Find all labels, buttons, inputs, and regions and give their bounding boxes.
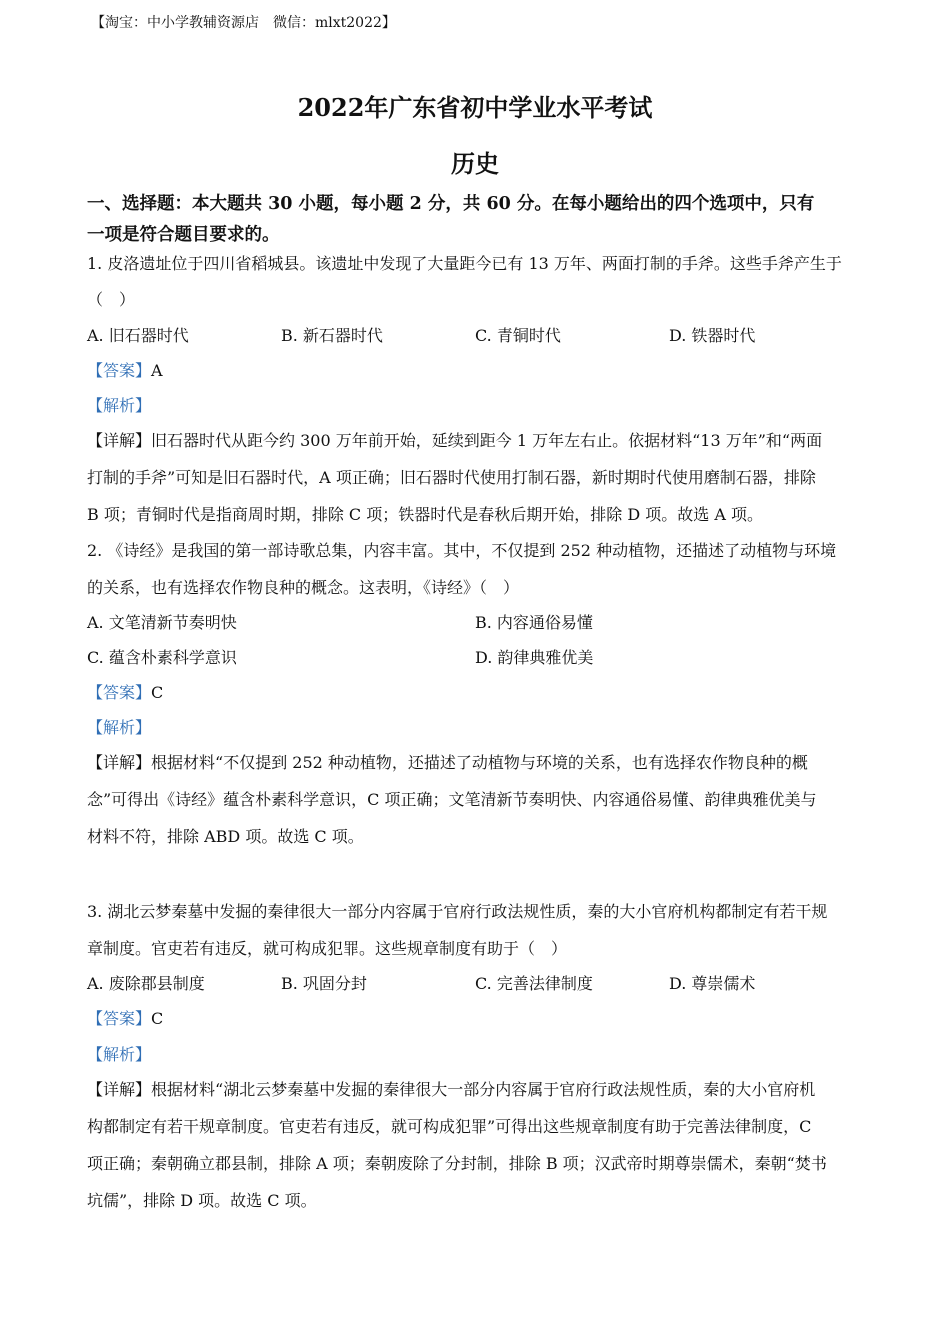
q2-option-a: A. 文笔清新节奏明快 — [87, 613, 237, 632]
answer-label: 【答案】 — [87, 361, 152, 380]
q3-analysis-label: 【解析】 — [87, 1045, 152, 1064]
detail-label: 【详解】 — [87, 431, 152, 450]
q3-answer-value: C — [151, 1009, 164, 1028]
q2-option-b: B. 内容通俗易懂 — [475, 613, 593, 632]
q3-stem-line1: 3. 湖北云梦秦墓中发掘的秦律很大一部分内容属于官府行政法规性质，秦的大小官府机构都制定有若干规 — [87, 902, 828, 921]
q1-option-a: A. 旧石器时代 — [87, 326, 189, 345]
q2-analysis-label: 【解析】 — [87, 718, 152, 737]
q3-detail-line1: 【详解】根据材料“湖北云梦秦墓中发掘的秦律很大一部分内容属于官府行政法规性质，秦的大小官府机 — [87, 1080, 816, 1099]
q2-answer-value: C — [151, 683, 164, 702]
q1-analysis-label: 【解析】 — [87, 396, 152, 415]
q2-option-d: D. 韵律典雅优美 — [475, 648, 594, 667]
watermark-header: 【淘宝：中小学教辅资源店 微信：mlxt2022】 — [91, 15, 396, 31]
q2-option-c: C. 蕴含朴素科学意识 — [87, 648, 237, 667]
section-heading-line1: 一、选择题：本大题共 30 小题，每小题 2 分，共 60 分。在每小题给出的四个选项中，只有 — [87, 194, 815, 214]
q1-option-d: D. 铁器时代 — [669, 326, 756, 345]
q3-stem-line2: 章制度。官吏若有违反，就可构成犯罪。这些规章制度有助于（ ） — [87, 939, 568, 958]
q1-detail-line3: B 项；青铜时代是指商周时期，排除 C 项；铁器时代是春秋后期开始，排除 D 项。故选 A 项。 — [87, 505, 763, 524]
q2-detail-line1: 【详解】根据材料“不仅提到 252 种动植物，还描述了动植物与环境的关系，也有选择农作物良种的概 — [87, 753, 808, 772]
q3-option-c: C. 完善法律制度 — [475, 974, 593, 993]
q3-answer — [87, 1006, 163, 1029]
exam-title: 2022年广东省初中学业水平考试 — [297, 93, 653, 122]
answer-label: 【答案】 — [87, 1009, 152, 1028]
q1-stem-line2: （ ） — [87, 290, 136, 309]
q3-detail-line2: 构都制定有若干规章制度。官吏若有违反，就可构成犯罪”可得出这些规章制度有助于完善法律制度，C — [87, 1117, 812, 1136]
q1-detail-line1: 【详解】旧石器时代从距今约 300 万年前开始，延续到距今 1 万年左右止。依据材料“13 万年”和“两面 — [87, 431, 823, 450]
q2-stem-line2: 的关系，也有选择农作物良种的概念。这表明，《诗经》（ ） — [87, 578, 520, 597]
q3-option-b: B. 巩固分封 — [281, 974, 367, 993]
q3-detail-line4: 坑儒”，排除 D 项。故选 C 项。 — [87, 1191, 317, 1210]
q3-option-a: A. 废除郡县制度 — [87, 974, 205, 993]
detail-label: 【详解】 — [87, 753, 152, 772]
q2-answer — [87, 680, 163, 703]
q2-detail-line3: 材料不符，排除 ABD 项。故选 C 项。 — [87, 827, 364, 846]
q1-detail-line2: 打制的手斧”可知是旧石器时代，A 项正确；旧石器时代使用打制石器，新时期时代使用磨制石器，排除 — [87, 468, 816, 487]
q2-detail-line2: 念”可得出《诗经》蕴含朴素科学意识，C 项正确；文笔清新节奏明快、内容通俗易懂、韵律典雅优美与 — [87, 790, 817, 809]
q1-answer — [87, 358, 163, 381]
section-heading-line2: 一项是符合题目要求的。 — [87, 225, 280, 245]
q1-stem-line1: 1. 皮洛遗址位于四川省稻城县。该遗址中发现了大量距今已有 13 万年、两面打制的手斧。这些手斧产生于 — [87, 254, 842, 273]
q2-stem-line1: 2. 《诗经》是我国的第一部诗歌总集，内容丰富。其中，不仅提到 252 种动植物，还描述了动植物与环境 — [87, 541, 837, 560]
q3-option-d: D. 尊崇儒术 — [669, 974, 756, 993]
detail-label: 【详解】 — [87, 1080, 152, 1099]
q1-option-c: C. 青铜时代 — [475, 326, 561, 345]
q1-answer-value: A — [151, 361, 163, 380]
subject-title: 历史 — [451, 149, 499, 178]
q1-option-b: B. 新石器时代 — [281, 326, 383, 345]
q3-detail-line3: 项正确；秦朝确立郡县制，排除 A 项；秦朝废除了分封制，排除 B 项；汉武帝时期尊崇儒术，秦朝“焚书 — [87, 1154, 827, 1173]
answer-label: 【答案】 — [87, 683, 152, 702]
